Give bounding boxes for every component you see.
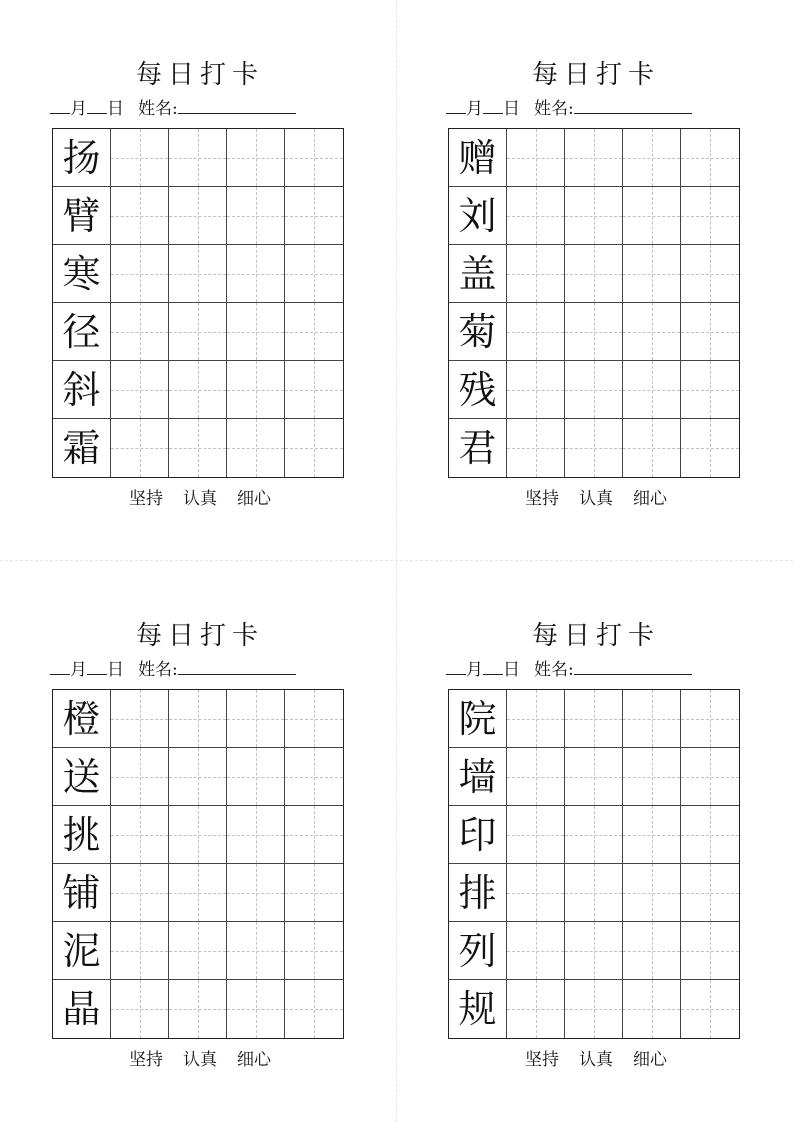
practice-cell[interactable]	[169, 245, 227, 303]
practice-cell[interactable]	[681, 245, 739, 303]
checkin-card-2	[446, 55, 746, 525]
month-blank[interactable]	[446, 656, 466, 675]
example-character: 君	[458, 426, 497, 470]
practice-cell[interactable]	[565, 129, 623, 187]
footer-word: 认真	[579, 1050, 613, 1070]
card-header	[446, 95, 746, 121]
practice-cell[interactable]	[565, 361, 623, 419]
day-label: 日	[107, 660, 124, 680]
example-cell	[53, 806, 111, 864]
card-footer	[446, 487, 746, 511]
name-blank[interactable]	[574, 656, 692, 675]
practice-cell[interactable]	[507, 361, 565, 419]
example-character: 径	[62, 309, 101, 354]
practice-cell[interactable]	[227, 864, 285, 922]
practice-cell[interactable]	[623, 980, 681, 1038]
practice-cell[interactable]	[507, 303, 565, 361]
example-cell	[53, 361, 111, 419]
day-label: 日	[503, 99, 520, 119]
practice-cell[interactable]	[111, 922, 169, 980]
footer-word: 认真	[183, 489, 217, 509]
practice-cell[interactable]	[623, 864, 681, 922]
practice-cell[interactable]	[111, 361, 169, 419]
month-blank[interactable]	[50, 95, 70, 114]
practice-cell[interactable]	[227, 129, 285, 187]
practice-cell[interactable]	[623, 187, 681, 245]
practice-cell[interactable]	[285, 187, 343, 245]
practice-cell[interactable]	[111, 187, 169, 245]
practice-cell[interactable]	[227, 419, 285, 477]
example-character: 残	[458, 367, 497, 412]
example-cell	[53, 303, 111, 361]
practice-cell[interactable]	[111, 245, 169, 303]
card-header	[446, 656, 746, 682]
practice-cell[interactable]	[169, 361, 227, 419]
practice-cell[interactable]	[565, 245, 623, 303]
checkin-card-4	[446, 616, 746, 1086]
practice-cell[interactable]	[227, 245, 285, 303]
card-title: 每日打卡	[531, 621, 660, 651]
practice-grid	[52, 128, 344, 478]
month-label: 月	[70, 99, 87, 119]
example-cell	[449, 864, 507, 922]
practice-grid	[448, 128, 740, 478]
practice-cell[interactable]	[285, 129, 343, 187]
practice-cell[interactable]	[681, 690, 739, 748]
card-title: 每日打卡	[135, 60, 264, 90]
practice-cell[interactable]	[681, 748, 739, 806]
vertical-cut-line	[396, 0, 397, 1122]
practice-grid	[52, 689, 344, 1039]
practice-cell[interactable]	[169, 748, 227, 806]
example-character: 铺	[62, 870, 101, 915]
practice-cell[interactable]	[111, 419, 169, 477]
footer-word: 细心	[237, 489, 271, 509]
practice-cell[interactable]	[285, 690, 343, 748]
footer-word: 细心	[633, 1050, 667, 1070]
example-cell	[449, 361, 507, 419]
card-footer	[446, 1048, 746, 1072]
card-title: 每日打卡	[531, 60, 660, 90]
practice-cell[interactable]	[681, 980, 739, 1038]
card-header	[50, 656, 350, 682]
practice-cell[interactable]	[111, 980, 169, 1038]
example-character: 霜	[62, 426, 101, 470]
day-blank[interactable]	[483, 656, 503, 675]
month-blank[interactable]	[50, 656, 70, 675]
practice-grid	[448, 689, 740, 1039]
name-label: 姓名:	[534, 660, 574, 680]
practice-cell[interactable]	[111, 690, 169, 748]
practice-cell[interactable]	[681, 303, 739, 361]
example-character: 院	[458, 696, 497, 741]
example-cell	[449, 303, 507, 361]
example-character: 印	[458, 812, 497, 857]
practice-cell[interactable]	[623, 419, 681, 477]
example-cell	[53, 922, 111, 980]
name-label: 姓名:	[138, 660, 178, 680]
practice-cell[interactable]	[565, 303, 623, 361]
example-cell	[53, 980, 111, 1038]
example-cell	[449, 419, 507, 477]
practice-cell[interactable]	[507, 129, 565, 187]
example-cell	[53, 129, 111, 187]
checkin-card-3	[50, 616, 350, 1086]
footer-word: 认真	[183, 1050, 217, 1070]
example-cell	[53, 864, 111, 922]
practice-cell[interactable]	[169, 303, 227, 361]
footer-word: 坚持	[129, 489, 163, 509]
practice-cell[interactable]	[681, 187, 739, 245]
practice-cell[interactable]	[681, 806, 739, 864]
name-blank[interactable]	[574, 95, 692, 114]
example-character: 斜	[62, 367, 101, 412]
practice-cell[interactable]	[623, 806, 681, 864]
practice-cell[interactable]	[169, 922, 227, 980]
practice-cell[interactable]	[169, 419, 227, 477]
practice-cell[interactable]	[623, 922, 681, 980]
practice-cell[interactable]	[285, 806, 343, 864]
example-cell	[449, 129, 507, 187]
practice-cell[interactable]	[681, 419, 739, 477]
practice-cell[interactable]	[227, 980, 285, 1038]
example-cell	[53, 245, 111, 303]
card-footer	[50, 1048, 350, 1072]
practice-cell[interactable]	[565, 690, 623, 748]
practice-cell[interactable]	[169, 129, 227, 187]
example-character: 扬	[62, 135, 101, 180]
example-character: 送	[62, 754, 101, 799]
practice-cell[interactable]	[623, 361, 681, 419]
practice-cell[interactable]	[111, 303, 169, 361]
practice-cell[interactable]	[623, 303, 681, 361]
card-title: 每日打卡	[135, 621, 264, 651]
practice-cell[interactable]	[507, 748, 565, 806]
footer-word: 坚持	[129, 1050, 163, 1070]
practice-cell[interactable]	[111, 806, 169, 864]
practice-cell[interactable]	[565, 980, 623, 1038]
example-cell	[53, 748, 111, 806]
card-footer	[50, 487, 350, 511]
day-blank[interactable]	[87, 656, 107, 675]
practice-cell[interactable]	[507, 419, 565, 477]
practice-cell[interactable]	[623, 748, 681, 806]
horizontal-cut-line	[0, 560, 793, 561]
example-character: 晶	[62, 987, 101, 1031]
example-character: 排	[458, 870, 497, 915]
example-cell	[449, 748, 507, 806]
practice-cell[interactable]	[507, 980, 565, 1038]
example-character: 赠	[458, 135, 497, 180]
example-character: 菊	[458, 309, 497, 354]
month-blank[interactable]	[446, 95, 466, 114]
practice-cell[interactable]	[565, 864, 623, 922]
practice-cell[interactable]	[285, 748, 343, 806]
practice-cell[interactable]	[169, 980, 227, 1038]
month-label: 月	[70, 660, 87, 680]
practice-cell[interactable]	[681, 361, 739, 419]
example-cell	[449, 806, 507, 864]
example-character: 墙	[458, 754, 497, 799]
practice-cell[interactable]	[111, 864, 169, 922]
day-blank[interactable]	[483, 95, 503, 114]
name-blank[interactable]	[178, 656, 296, 675]
practice-cell[interactable]	[623, 245, 681, 303]
practice-cell[interactable]	[507, 187, 565, 245]
example-cell	[449, 187, 507, 245]
practice-cell[interactable]	[169, 187, 227, 245]
practice-cell[interactable]	[565, 748, 623, 806]
practice-cell[interactable]	[623, 129, 681, 187]
practice-cell[interactable]	[507, 690, 565, 748]
practice-cell[interactable]	[507, 245, 565, 303]
day-blank[interactable]	[87, 95, 107, 114]
example-cell	[449, 980, 507, 1038]
practice-cell[interactable]	[507, 922, 565, 980]
footer-word: 坚持	[525, 1050, 559, 1070]
practice-cell[interactable]	[169, 864, 227, 922]
practice-cell[interactable]	[285, 303, 343, 361]
example-cell	[53, 187, 111, 245]
practice-cell[interactable]	[565, 806, 623, 864]
practice-cell[interactable]	[227, 690, 285, 748]
example-cell	[53, 690, 111, 748]
month-label: 月	[466, 660, 483, 680]
example-character: 刘	[458, 193, 497, 238]
practice-cell[interactable]	[227, 187, 285, 245]
practice-cell[interactable]	[507, 806, 565, 864]
practice-cell[interactable]	[285, 245, 343, 303]
practice-cell[interactable]	[565, 419, 623, 477]
practice-cell[interactable]	[227, 806, 285, 864]
footer-word: 坚持	[525, 489, 559, 509]
practice-cell[interactable]	[623, 690, 681, 748]
practice-cell[interactable]	[507, 864, 565, 922]
footer-word: 细心	[633, 489, 667, 509]
checkin-card-1	[50, 55, 350, 525]
practice-cell[interactable]	[285, 864, 343, 922]
practice-cell[interactable]	[169, 806, 227, 864]
example-character: 寒	[62, 251, 101, 296]
example-character: 规	[458, 987, 497, 1031]
example-cell	[53, 419, 111, 477]
footer-word: 认真	[579, 489, 613, 509]
practice-cell[interactable]	[285, 361, 343, 419]
practice-cell[interactable]	[285, 980, 343, 1038]
practice-cell[interactable]	[227, 922, 285, 980]
name-label: 姓名:	[534, 99, 574, 119]
footer-word: 细心	[237, 1050, 271, 1070]
practice-cell[interactable]	[285, 922, 343, 980]
example-character: 盖	[458, 251, 497, 296]
card-header	[50, 95, 350, 121]
practice-cell[interactable]	[285, 419, 343, 477]
practice-cell[interactable]	[565, 187, 623, 245]
day-label: 日	[503, 660, 520, 680]
practice-cell[interactable]	[681, 129, 739, 187]
practice-cell[interactable]	[227, 748, 285, 806]
example-character: 挑	[62, 812, 101, 857]
practice-cell[interactable]	[681, 922, 739, 980]
practice-cell[interactable]	[227, 361, 285, 419]
name-blank[interactable]	[178, 95, 296, 114]
example-cell	[449, 690, 507, 748]
example-character: 列	[458, 928, 497, 973]
example-cell	[449, 245, 507, 303]
name-label: 姓名:	[138, 99, 178, 119]
practice-cell[interactable]	[565, 922, 623, 980]
practice-cell[interactable]	[111, 129, 169, 187]
example-character: 泥	[62, 928, 101, 973]
practice-cell[interactable]	[169, 690, 227, 748]
day-label: 日	[107, 99, 124, 119]
practice-cell[interactable]	[111, 748, 169, 806]
practice-cell[interactable]	[227, 303, 285, 361]
month-label: 月	[466, 99, 483, 119]
example-cell	[449, 922, 507, 980]
example-character: 橙	[62, 696, 101, 741]
example-character: 臂	[62, 193, 101, 238]
practice-cell[interactable]	[681, 864, 739, 922]
